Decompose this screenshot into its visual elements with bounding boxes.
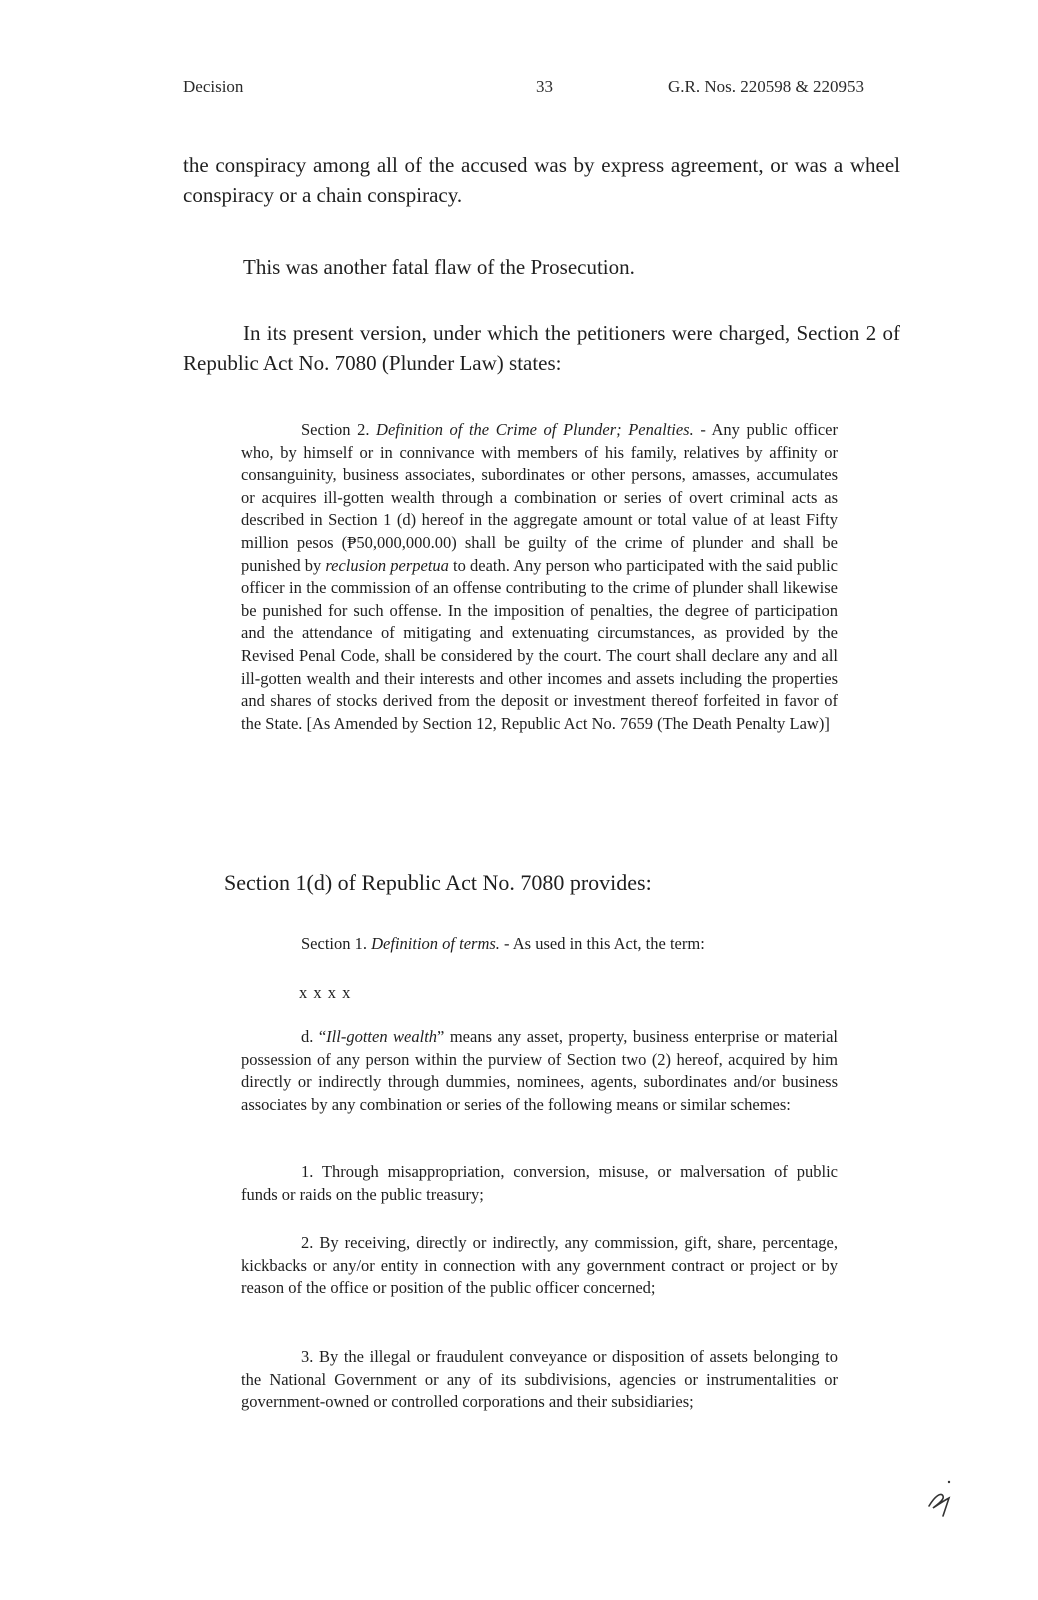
paragraph-fatal-flaw: This was another fatal flaw of the Prosecution. (243, 255, 635, 279)
quote-section-2 (241, 419, 838, 735)
d-label: d. “ (301, 1027, 327, 1046)
section1-title: Definition of terms. (371, 934, 500, 953)
paragraph-plunder-intro: In its present version, under which the petitioners were charged, Section 2 of Republic Act No. 7080 (Plunder Law) states: (183, 321, 900, 375)
header-title: Decision (183, 77, 244, 96)
list-item-3: 3. By the illegal or fraudulent conveyance or disposition of assets belonging to the National Government or any of its subdivisions, agencies or instrumentalities or government-owned or controlled corporations and their subsidiaries; (241, 1347, 838, 1412)
section1-text: - As used in this Act, the term: (499, 934, 705, 953)
case-numbers: G.R. Nos. 220598 & 220953 (668, 77, 864, 96)
list-item-2: 2. By receiving, directly or indirectly, any commission, gift, share, percentage, kickbacks or any/or entity in connection with any government contract or project or by reason of the office or position of the public officer concerned; (241, 1233, 838, 1298)
paragraph-conspiracy: the conspiracy among all of the accused was by express agreement, or was a wheel conspiracy or a chain conspiracy. (183, 153, 900, 207)
section2-label: Section 2. (301, 420, 370, 439)
definition-ill-gotten-wealth (241, 1026, 838, 1116)
list-item-1: 1. Through misappropriation, conversion, misuse, or malversation of public funds or raids on the public treasury; (241, 1162, 838, 1204)
page-number: 33 (536, 77, 553, 96)
paragraph-section1d-intro: Section 1(d) of Republic Act No. 7080 provides: (224, 870, 652, 895)
handwritten-initial-icon (925, 1478, 955, 1518)
section2-text-a: - Any public officer who, by himself or in connivance with members of his family, relatives by affinity or consanguinity, business associates, subordinates or other persons, amasses, accumulates or acquires ill-gotten wealth through a combination or series of overt criminal acts as described in Section 1 (d) hereof in the aggregate amount or total value of at least Fifty million pesos (₱50,000,000.00) shall be guilty of the crime of plunder and shall be punished by (241, 420, 838, 575)
omission-marker: x x x x (299, 983, 352, 1002)
section2-title: Definition of the Crime of Plunder; Penalties. (376, 420, 694, 439)
section2-penalty: reclusion perpetua (325, 555, 449, 575)
section1-label: Section 1. (301, 934, 367, 953)
section2-text-b: to death. Any person who participated with the said public officer in the commission of an offense contributing to the crime of plunder shall likewise be punished for such offense. In the imposition of penalties, the degree of participation and the attendance of mitigating and extenuating circumstances, as provided by the Revised Penal Code, shall be considered by the court. The court shall declare any and all ill-gotten wealth and their interests and other incomes and assets including the properties and shares of stocks derived from the deposit or investment thereof forfeited in favor of the State. [As Amended by Section 12, Republic Act No. 7659 (The Death Penalty Law)] (241, 555, 838, 733)
d-term: Ill-gotten wealth (326, 1027, 438, 1046)
d-text: ” means any asset, property, business enterprise or material possession of any person within the purview of Section two (2) hereof, acquired by him directly or indirectly through dummies, nominees, agents, subordinates and/or business associates by any combination or series of the following means or similar schemes: (241, 1027, 838, 1114)
quote-section-1 (241, 933, 838, 956)
